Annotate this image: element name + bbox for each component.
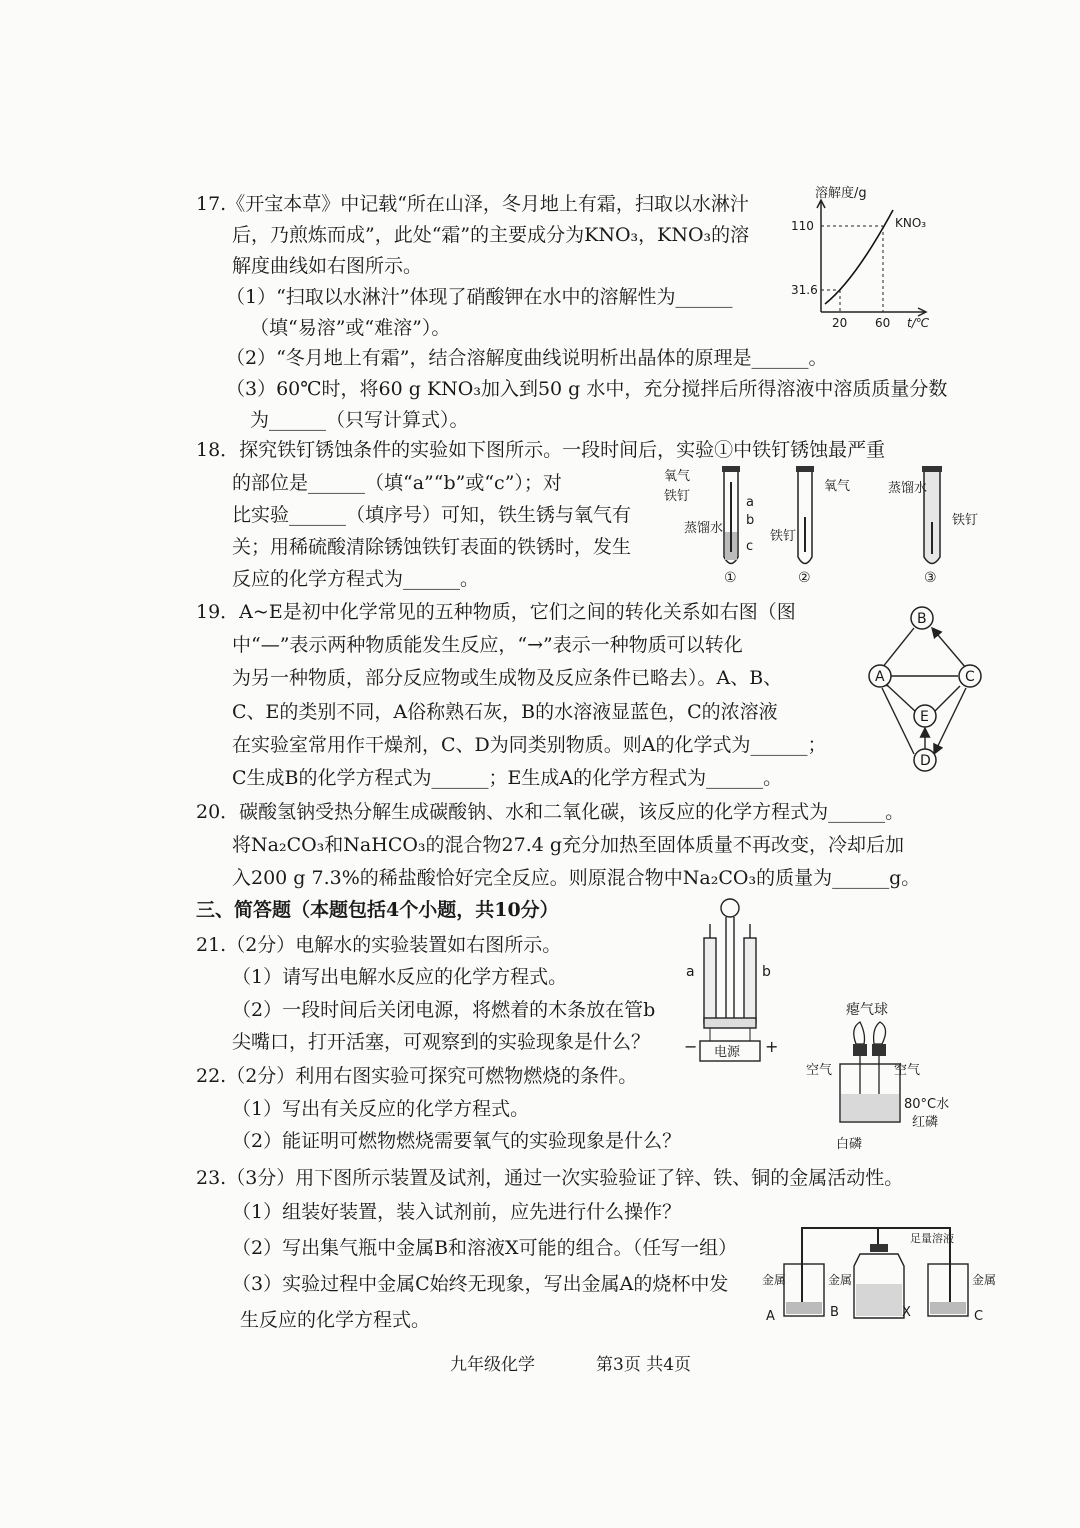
q19-line-2: 中“—”表示两种物质能发生反应，“→”表示一种物质可以转化 [232, 634, 743, 656]
q17-part-2: （2）“冬月地上有霜”，结合溶解度曲线说明析出晶体的原理是______。 [226, 347, 828, 369]
metal-a-letter: A [766, 1309, 775, 1324]
q17-part-3: （3）60℃时，将60 g KNO₃加入到50 g 水中，充分搅拌后所得溶液中溶质质量分数 [226, 378, 948, 400]
q17-line-2: 后，乃煎炼而成”，此处“霜”的主要成分为KNO₃，KNO₃的溶 [232, 224, 750, 246]
node-b [911, 607, 933, 629]
q21-line-1: 21.（2分）电解水的实验装置如右图所示。 [196, 934, 562, 956]
chart-ylabel: 溶解度/g [815, 186, 867, 201]
q19-line-1: 19．A~E是初中化学常见的五种物质，它们之间的转化关系如右图（图 [196, 601, 796, 623]
q18-line-4: 关；用稀硫酸清除锈蚀铁钉表面的铁锈时，发生 [232, 536, 632, 558]
q18-line-5: 反应的化学方程式为______。 [232, 568, 480, 590]
q19-line-4: C、E的类别不同，A俗称熟石灰，B的水溶液显蓝色，C的浓溶液 [232, 701, 778, 723]
rust-experiment-figure [660, 462, 990, 590]
chart-ytick-110: 110 [791, 219, 814, 233]
t3-nail-label: 铁钉 [952, 513, 979, 528]
q23-part-1: （1）组装好装置，装入试剂前，应先进行什么操作？ [232, 1201, 682, 1223]
q22-part-2: （2）能证明可燃物燃烧需要氧气的实验现象是什么？ [232, 1130, 682, 1152]
q17-part-1: （1）“扫取以水淋汁”体现了硝酸钾在水中的溶解性为______ [226, 286, 733, 308]
q18-line-3: 比实验______（填序号）可知，铁生锈与氧气有 [232, 504, 632, 526]
svg-text:E: E [920, 709, 929, 725]
metal-b-letter: B [830, 1305, 839, 1320]
tube-1-number: ① [724, 570, 737, 586]
q20-line-3: 入200 g 7.3%的稀盐酸恰好完全反应。则原混合物中Na₂CO₃的质量为______g。 [232, 867, 921, 889]
chart-series-label: KNO₃ [895, 216, 927, 230]
solution-label: 足量溶液 [910, 1232, 954, 1245]
combustion-apparatus [798, 994, 958, 1156]
tube-3 [888, 466, 978, 586]
t1-point-b: b [746, 513, 755, 528]
power-source-label: 电源 [714, 1045, 741, 1060]
t1-point-c: c [746, 539, 754, 554]
q19-line-6: C生成B的化学方程式为______；E生成A的化学方程式为______。 [232, 767, 783, 789]
svg-text:C: C [965, 669, 975, 685]
svg-text:B: B [917, 611, 927, 627]
node-a [869, 665, 891, 687]
q19-line-3: 为另一种物质，部分反应物或生成物及反应条件已略去）。A、B、 [232, 667, 783, 689]
footer-subject: 九年级化学 [450, 1355, 535, 1375]
tube-2 [770, 466, 850, 586]
node-d [914, 749, 936, 771]
q18-line-1: 18．探究铁钉锈蚀条件的实验如下图所示。一段时间后，实验①中铁钉锈蚀最严重 [196, 439, 886, 461]
q17-line-1: 17.《开宝本草》中记载“所在山泽，冬月地上有霜，扫取以水淋汁 [196, 193, 749, 215]
hot-water-label: 80°C水 [904, 1097, 950, 1112]
q23-part-3: （3）实验过程中金属C始终无现象，写出金属A的烧杯中发 [232, 1273, 729, 1295]
negative-sign: − [684, 1037, 698, 1056]
metal-c-label: 金属 [972, 1273, 997, 1287]
q17-part-3-cont: 为______（只写计算式）。 [250, 409, 469, 431]
q21-part-2-cont: 尖嘴口，打开活塞，可观察到的实验现象是什么？ [232, 1031, 651, 1053]
q23-part-3-cont: 生反应的化学方程式。 [240, 1309, 431, 1331]
t2-gas-label: 氧气 [824, 479, 851, 494]
tube-1 [664, 466, 754, 586]
chart-xlabel: t/℃ [907, 316, 930, 330]
chart-xtick-60: 60 [875, 316, 891, 330]
right-balloon [874, 1022, 886, 1044]
q17-line-3: 解度曲线如右图所示。 [232, 255, 423, 277]
white-phosphorus-label: 白磷 [836, 1137, 863, 1152]
tube-2-number: ② [798, 570, 811, 586]
q22-line-1: 22.（2分）利用右图实验可探究可燃物燃烧的条件。 [196, 1065, 638, 1087]
left-balloon [854, 1022, 865, 1044]
t3-water-label: 蒸馏水 [888, 481, 928, 496]
t1-oxygen-label: 氧气 [664, 469, 691, 484]
chart-xtick-20: 20 [832, 316, 848, 330]
footer-page-number: 第3页 共4页 [596, 1355, 692, 1375]
q19-line-5: 在实验室常用作干燥剂，C、D为同类别物质。则A的化学式为______； [232, 734, 827, 756]
tube-b-label: b [762, 964, 771, 980]
svg-text:D: D [920, 753, 931, 769]
positive-sign: + [765, 1037, 779, 1056]
kno3-solubility-chart [785, 182, 945, 332]
solution-x-letter: X [902, 1305, 911, 1320]
q21-part-2: （2）一段时间后关闭电源，将燃着的木条放在管b [232, 999, 656, 1021]
substance-relation-diagram [862, 600, 992, 780]
left-air-label: 空气 [806, 1063, 833, 1078]
t1-nail-label: 铁钉 [664, 489, 691, 504]
metal-activity-apparatus [760, 1214, 997, 1326]
q23-line-1: 23.（3分）用下图所示装置及试剂，通过一次实验验证了锌、铁、铜的金属活动性。 [196, 1167, 904, 1189]
t2-nail-label: 铁钉 [770, 529, 797, 544]
t1-water-label: 蒸馏水 [684, 521, 724, 536]
red-phosphorus-label: 红磷 [912, 1115, 939, 1130]
q23-part-2: （2）写出集气瓶中金属B和溶液X可能的组合。（任写一组） [232, 1237, 738, 1259]
tube-a-label: a [686, 964, 695, 980]
metal-c-letter: C [974, 1309, 984, 1324]
metal-a-label: 金属 [762, 1273, 787, 1287]
electrolysis-apparatus [680, 898, 790, 1066]
tube-3-number: ③ [924, 570, 937, 586]
section-3-heading: 三、简答题（本题包括4个小题，共10分） [196, 899, 559, 921]
q22-part-1: （1）写出有关反应的化学方程式。 [232, 1098, 530, 1120]
svg-text:A: A [875, 669, 885, 685]
q17-part-1-hint: （填“易溶”或“难溶”）。 [250, 317, 451, 339]
q18-line-2: 的部位是______（填“a”“b”或“c”）；对 [232, 472, 562, 494]
balloon-label: 瘪气球 [846, 1002, 888, 1018]
q20-line-1: 20．碳酸氢钠受热分解生成碳酸钠、水和二氧化碳，该反应的化学方程式为______。 [196, 801, 905, 823]
right-air-label: 空气 [894, 1063, 921, 1078]
q21-part-1: （1）请写出电解水反应的化学方程式。 [232, 966, 568, 988]
node-c [959, 665, 981, 687]
q20-line-2: 将Na₂CO₃和NaHCO₃的混合物27.4 g充分加热至固体质量不再改变，冷却后加 [232, 834, 905, 856]
t1-point-a: a [746, 495, 754, 510]
node-e [914, 705, 936, 727]
metal-b-label: 金属 [828, 1273, 853, 1287]
chart-ytick-31-6: 31.6 [791, 283, 818, 297]
